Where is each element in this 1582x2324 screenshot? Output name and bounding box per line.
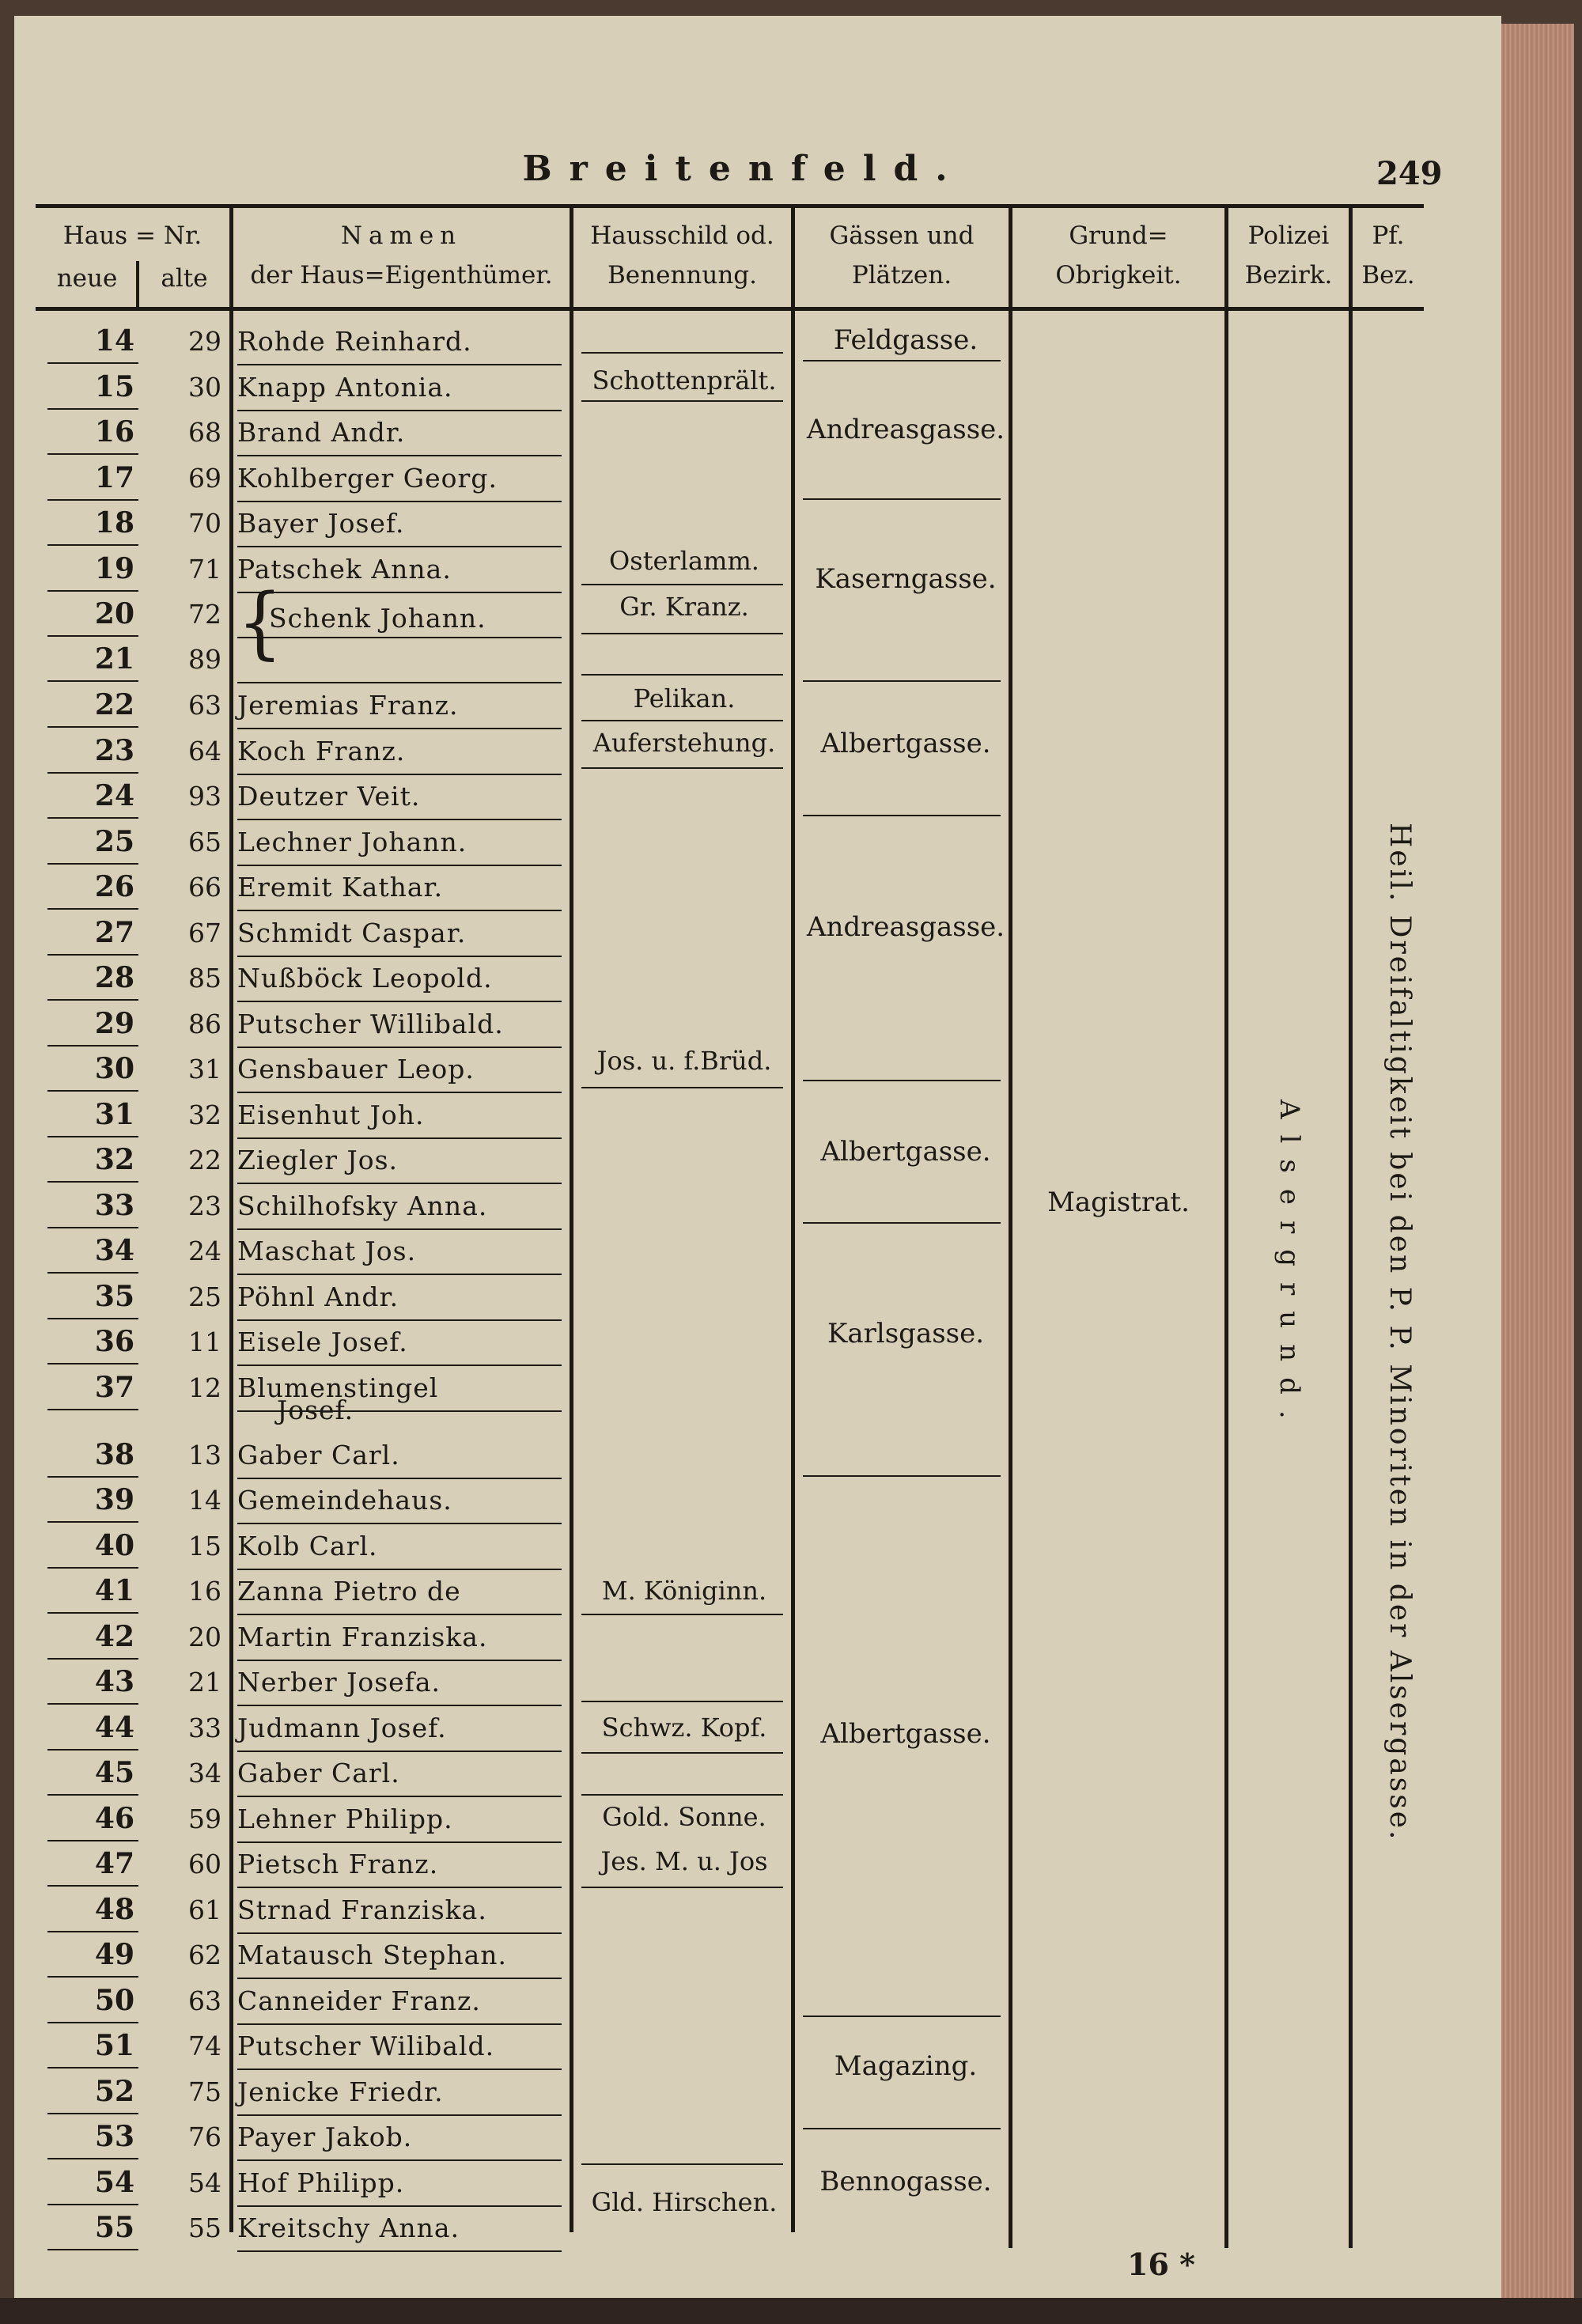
house-number-new: 18 [94,506,134,539]
owner-name: Patschek Anna. [237,554,452,585]
owner-name: Kohlberger Georg. [237,463,498,494]
street-andreasgasse: Andreasgasse. [806,414,1005,445]
house-number-new: 39 [94,1483,134,1516]
column-rule-name [229,207,233,2232]
header-hausschild-sub: Benennung. [607,261,757,290]
sign-osterlamm: Osterlamm. [609,546,759,576]
row-rule [237,1092,562,1093]
house-number-old: 61 [188,1894,221,1925]
sign-rule [581,584,783,585]
street-feldgasse: Feldgasse. [833,324,978,356]
header-gassen: Gässen und [829,221,975,250]
sign-rule [581,1887,783,1888]
header-namen: Namen [340,221,463,250]
owner-name: Eremit Kathar. [237,872,444,903]
house-number-new: 49 [94,1938,134,1971]
row-rule [237,774,562,775]
row-rule [47,908,138,910]
house-number-old: 54 [188,2167,221,2198]
owner-name: Pietsch Franz. [237,1849,439,1879]
row-rule [237,1705,562,1706]
sign-rule [581,1087,783,1088]
house-number-new: 53 [94,2120,134,2153]
street-albertgasse: Albertgasse. [820,728,991,759]
owner-name: Schenk Johann. [269,603,486,634]
house-number-new: 41 [94,1574,134,1607]
polizei-bezirk: Alsergrund. [1274,1100,1305,1435]
house-number-new: 54 [94,2166,134,2199]
house-number-new: 17 [94,461,134,494]
house-number-new: 24 [94,779,134,812]
owner-name: Rohde Reinhard. [237,326,472,357]
row-rule [47,635,138,637]
row-rule [47,590,138,592]
row-rule [237,865,562,866]
sign-rule [581,1794,783,1796]
row-rule [47,1976,138,1978]
house-number-new: 19 [94,552,134,585]
sign-rule [581,767,783,769]
row-rule [47,1363,138,1364]
house-number-old: 70 [188,508,221,539]
column-rule-grund [1009,207,1012,2248]
row-rule [237,2023,562,2025]
row-rule [237,1841,562,1843]
row-rule [47,1931,138,1932]
street-rule [803,498,1001,500]
owner-name: Schilhofsky Anna. [237,1190,488,1221]
header-bottom-rule [36,307,1424,311]
house-number-new: 42 [94,1620,134,1653]
owner-name: Gemeindehaus. [237,1485,452,1516]
street-rule [803,1080,1001,1081]
row-rule [237,455,562,456]
header-haus-nr: Haus = Nr. [62,221,202,250]
owner-name: Nerber Josefa. [237,1667,441,1698]
house-number-new: 50 [94,1984,134,2017]
house-number-old: 64 [188,736,221,766]
pfarr-bezirk: Heil. Dreifaltigkeit bei den P. P. Minoriten in der Alsergasse. [1383,823,1416,1842]
row-rule [237,1932,562,1934]
street-karlsgasse: Karlsgasse. [827,1318,985,1349]
sign-pelikan: Pelikan. [633,683,736,713]
book-cover-edge [0,2298,1582,2324]
row-rule [47,544,138,546]
header-alte: alte [161,264,208,293]
owner-name: Gaber Carl. [237,1440,400,1470]
street-rule [803,360,1001,361]
signature-mark: 16 * [1127,2246,1195,2282]
owner-name: Zanna Pietro de [237,1576,461,1607]
street-albertgasse-3: Albertgasse. [820,1718,991,1750]
house-number-new: 32 [94,1143,134,1176]
row-rule [237,1183,562,1184]
row-rule [47,1749,138,1751]
house-number-new: 51 [94,2029,134,2062]
owner-name: Hof Philipp. [237,2167,405,2198]
row-rule [47,1090,138,1092]
owner-name: Gaber Carl. [237,1758,400,1788]
row-rule [237,728,562,729]
row-rule [237,2205,562,2207]
grund-obrigkeit: Magistrat. [1047,1187,1190,1218]
column-rule-polizei [1224,207,1228,2248]
house-number-new: 16 [94,415,134,449]
owner-name: Eisenhut Joh. [237,1100,425,1130]
row-rule [237,910,562,911]
row-rule [237,1569,562,1570]
owner-name: Brand Andr. [237,417,406,448]
house-number-new: 33 [94,1189,134,1222]
row-rule [47,2067,138,2069]
header-polizei: Polizei [1247,221,1330,250]
house-number-new: 40 [94,1529,134,1562]
house-number-new: 34 [94,1234,134,1267]
owner-name: Pöhnl Andr. [237,1281,399,1312]
row-rule [47,1318,138,1319]
house-number-new: 44 [94,1711,134,1744]
column-rule-pf [1349,207,1353,2248]
house-number-new: 30 [94,1052,134,1085]
house-number-old: 62 [188,1940,221,1970]
sign-gld-hirschen: Gld. Hirschen. [591,2187,778,2217]
row-rule [47,1476,138,1478]
house-number-old: 25 [188,1281,221,1312]
row-rule [237,501,562,502]
row-rule [47,726,138,728]
sign-rule [581,1752,783,1754]
name-continuation: Josef. [277,1395,354,1425]
owner-name: Knapp Antonia. [237,372,453,403]
house-number-old: 66 [188,872,221,903]
row-rule [237,1796,562,1797]
header-polizei-sub: Bezirk. [1244,261,1333,290]
house-number-old: 21 [188,1667,221,1698]
house-number-old: 55 [188,2212,221,2243]
street-albertgasse-2: Albertgasse. [820,1136,991,1168]
house-number-new: 15 [94,370,134,403]
house-number-old: 15 [188,1531,221,1561]
street-rule [803,1222,1001,1224]
house-number-new: 37 [94,1371,134,1404]
sign-rule [581,1701,783,1702]
row-rule [47,1794,138,1796]
house-number-new: 43 [94,1665,134,1698]
row-rule [47,817,138,819]
house-number-old: 68 [188,417,221,448]
owner-name: Nußböck Leopold. [237,963,493,994]
house-number-old: 74 [188,2031,221,2061]
row-rule [237,637,562,638]
row-rule [47,1181,138,1183]
house-number-new: 47 [94,1847,134,1880]
row-rule [47,1227,138,1228]
row-rule [237,819,562,820]
row-rule [47,1521,138,1523]
owner-name: Strnad Franziska. [237,1894,487,1925]
row-rule [47,680,138,682]
row-rule [237,1614,562,1615]
owner-name: Koch Franz. [237,736,406,766]
owner-name: Schmidt Caspar. [237,918,467,948]
house-number-new: 21 [94,642,134,676]
sign-gr-kranz: Gr. Kranz. [619,592,749,622]
house-number-old: 16 [188,1576,221,1607]
sign-gold-sonne: Gold. Sonne. [602,1802,766,1832]
owner-name: Putscher Willibald. [237,1009,504,1039]
street-rule [803,2128,1001,2129]
row-rule [237,2159,562,2161]
row-rule [237,1523,562,1524]
house-number-new: 23 [94,734,134,767]
street-andreasgasse-2: Andreasgasse. [806,911,1005,943]
header-namen-sub: der Haus=Eigenthümer. [250,261,553,290]
house-number-new: 35 [94,1280,134,1313]
house-number-new: 14 [94,324,134,358]
row-rule [47,2158,138,2159]
house-number-new: 27 [94,916,134,949]
owner-name: Maschat Jos. [237,1236,417,1266]
row-rule [237,1137,562,1139]
header-pf: Pf. [1372,221,1405,250]
sign-schwz-kopf: Schwz. Kopf. [601,1713,767,1743]
street-rule [803,815,1001,816]
sign-jos-brued: Jos. u. f.Brüd. [596,1046,772,1076]
row-rule [237,1660,562,1661]
owner-name: Jenicke Friedr. [237,2076,444,2107]
street-bennogasse: Bennogasse. [819,2166,992,2197]
page-title: Breitenfeld. [522,149,965,189]
street-rule [803,680,1001,682]
row-rule [237,1751,562,1752]
house-number-new: 46 [94,1802,134,1835]
row-rule [237,546,562,547]
row-rule [237,682,562,683]
row-rule [47,1612,138,1614]
house-number-new: 29 [94,1007,134,1040]
house-number-new: 36 [94,1325,134,1358]
owner-name: Canneider Franz. [237,1985,481,2016]
house-number-new: 48 [94,1893,134,1926]
row-rule [237,1228,562,1230]
row-rule [237,2069,562,2070]
owner-name: Putscher Wilibald. [237,2031,495,2061]
row-rule [47,1840,138,1841]
page-number: 249 [1376,155,1443,192]
column-rule-gasse [791,207,795,2232]
house-number-new: 31 [94,1098,134,1131]
house-number-old: 12 [188,1372,221,1403]
header-pf-sub: Bez. [1361,261,1415,290]
row-rule [237,592,562,593]
house-number-new: 22 [94,688,134,721]
street-rule [803,2016,1001,2017]
street-kaserngasse: Kaserngasse. [815,563,997,595]
house-number-new: 52 [94,2075,134,2108]
row-rule [47,999,138,1001]
house-number-new: 20 [94,597,134,630]
house-number-old: 93 [188,781,221,812]
house-number-old: 67 [188,918,221,948]
house-number-old: 13 [188,1440,221,1470]
row-rule [47,1272,138,1274]
house-number-old: 85 [188,963,221,994]
brace-20-21: { [237,577,283,669]
house-number-old: 65 [188,827,221,857]
header-neue: neue [56,264,118,293]
house-number-old: 60 [188,1849,221,1879]
street-magazing: Magazing. [834,2050,978,2082]
house-number-old: 20 [188,1622,221,1652]
owner-name: Matausch Stephan. [237,1940,508,1970]
row-rule [237,2250,562,2252]
owner-name: Blumenstingel [237,1372,439,1403]
row-rule [237,1001,562,1002]
house-number-old: 76 [188,2122,221,2152]
row-rule [47,1567,138,1569]
column-rule-sign [570,207,573,2232]
house-number-old: 72 [188,599,221,630]
row-rule [47,2204,138,2205]
owner-name: Bayer Josef. [237,508,405,539]
sign-auferstehung: Auferstehung. [592,728,776,758]
row-rule [47,1885,138,1887]
house-number-new: 28 [94,961,134,994]
house-number-old: 33 [188,1713,221,1743]
row-rule [237,410,562,411]
row-rule [47,2249,138,2250]
owner-name: Ziegler Jos. [237,1145,399,1175]
owner-name: Deutzer Veit. [237,781,421,812]
row-rule [237,1978,562,1979]
sign-m-koeniginn: M. Königinn. [601,1576,767,1606]
row-rule [237,364,562,365]
sign-rule [581,1614,783,1615]
house-number-old: 14 [188,1485,221,1516]
header-grund-sub: Obrigkeit. [1055,261,1182,290]
house-number-old: 24 [188,1236,221,1266]
row-rule [47,2022,138,2023]
sign-rule [581,352,783,354]
column-rule-alte [136,261,139,308]
row-rule [237,1887,562,1888]
house-number-old: 23 [188,1190,221,1221]
sign-rule [581,674,783,676]
row-rule [47,1045,138,1047]
row-rule [237,956,562,957]
owner-name: Eisele Josef. [237,1327,408,1357]
owner-name: Payer Jakob. [237,2122,413,2152]
row-rule [47,362,138,364]
row-rule [47,772,138,774]
row-rule [47,499,138,501]
row-rule [237,2114,562,2116]
row-rule [237,1364,562,1366]
house-number-old: 89 [188,644,221,675]
row-rule [47,1703,138,1705]
sign-rule [581,400,783,402]
sign-schottenpraelt: Schottenprält. [592,365,777,396]
row-rule [237,1478,562,1479]
header-gassen-sub: Plätzen. [851,261,952,290]
row-rule [47,408,138,410]
street-rule [803,1475,1001,1477]
row-rule [47,954,138,956]
row-rule [47,1409,138,1410]
owner-name: Judmann Josef. [237,1713,447,1743]
house-number-new: 45 [94,1756,134,1789]
house-number-old: 63 [188,1985,221,2016]
house-number-old: 22 [188,1145,221,1175]
house-number-new: 38 [94,1438,134,1471]
header-top-rule [36,204,1424,208]
sign-rule [581,633,783,634]
header-grund: Grund= [1069,221,1168,250]
sign-rule [581,720,783,721]
owner-name: Martin Franziska. [237,1622,488,1652]
sign-rule [581,2163,783,2165]
house-number-old: 71 [188,554,221,585]
owner-name: Kreitschy Anna. [237,2212,460,2243]
house-number-old: 31 [188,1054,221,1084]
row-rule [47,453,138,455]
house-number-old: 11 [188,1327,221,1357]
house-number-new: 55 [94,2211,134,2244]
house-number-old: 30 [188,372,221,403]
header-hausschild: Hausschild od. [590,221,774,250]
house-number-old: 32 [188,1100,221,1130]
sign-jes-m-jos: Jes. M. u. Jos [600,1846,768,1876]
row-rule [237,1047,562,1048]
house-number-old: 29 [188,326,221,357]
row-rule [237,1319,562,1321]
row-rule [47,1136,138,1137]
owner-name: Jeremias Franz. [237,690,459,721]
row-rule [237,1274,562,1275]
owner-name: Lechner Johann. [237,827,467,857]
house-number-new: 26 [94,870,134,903]
row-rule [47,2113,138,2114]
house-number-old: 69 [188,463,221,494]
row-rule [47,863,138,865]
house-number-old: 86 [188,1009,221,1039]
row-rule [47,1658,138,1660]
owner-name: Gensbauer Leop. [237,1054,475,1084]
owner-name: Lehner Philipp. [237,1804,453,1834]
owner-name: Kolb Carl. [237,1531,378,1561]
house-number-old: 63 [188,690,221,721]
house-number-new: 25 [94,825,134,858]
house-number-old: 75 [188,2076,221,2107]
house-number-old: 59 [188,1804,221,1834]
house-number-old: 34 [188,1758,221,1788]
